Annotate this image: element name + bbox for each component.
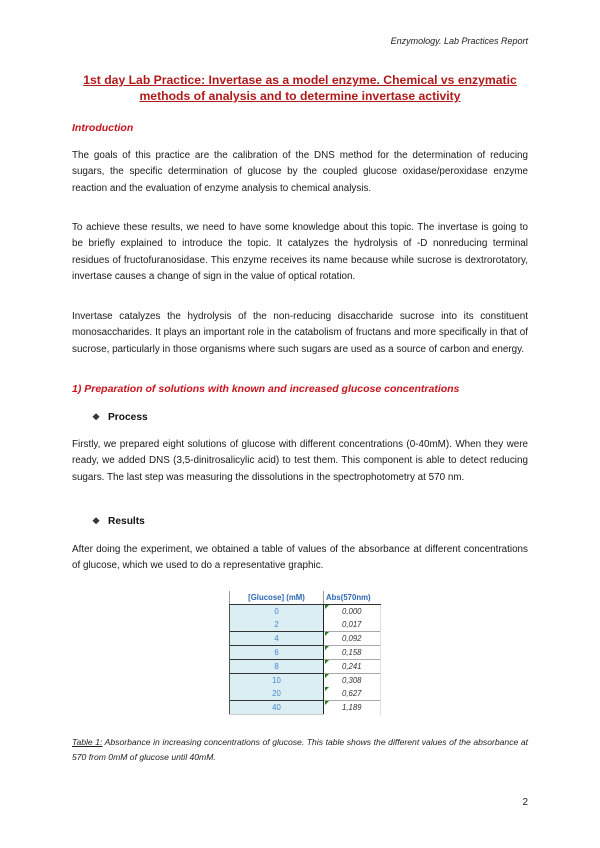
cell-flag-icon <box>325 674 329 678</box>
glucose-cell: 10 <box>230 674 324 688</box>
glucose-cell: 40 <box>230 701 324 715</box>
process-label: Process <box>108 412 148 423</box>
table-caption <box>72 735 528 764</box>
cell-flag-icon <box>325 632 329 636</box>
process-subheading <box>92 412 148 423</box>
glucose-cell: 8 <box>230 660 324 674</box>
caption-label: Table 1: <box>72 737 103 747</box>
table-row <box>230 632 381 646</box>
glucose-cell: 0 <box>230 605 324 619</box>
table-row <box>230 605 381 619</box>
glucose-cell: 4 <box>230 632 324 646</box>
section-1-heading: 1) Preparation of solutions with known and increased glucose concentrations <box>72 383 460 395</box>
table-row <box>230 660 381 674</box>
absorbance-cell: 1,189 <box>324 701 381 715</box>
introduction-heading: Introduction <box>72 122 134 134</box>
table-row <box>230 674 381 688</box>
page-number: 2 <box>522 797 528 808</box>
absorbance-cell: 0,308 <box>324 674 381 688</box>
cell-flag-icon <box>325 687 329 691</box>
table-row <box>230 646 381 660</box>
table-row <box>230 687 381 701</box>
cell-flag-icon <box>325 701 329 705</box>
document-title: 1st day Lab Practice: Invertase as a model enzyme. Chemical vs enzymatic methods of analysis and to determine invertase activity <box>83 73 517 103</box>
absorbance-cell: 0,158 <box>324 646 381 660</box>
glucose-cell: 6 <box>230 646 324 660</box>
glucose-cell: 20 <box>230 687 324 701</box>
cell-flag-icon <box>325 660 329 664</box>
process-paragraph: Firstly, we prepared eight solutions of glucose with different concentrations (0-40mM). When they were ready, we added DNS (3,5-dinitrosalicylic acid) to test them. This component is able to detect reducing sugars. The last step was measuring the dissolutions in the spectrophotometry at 570 nm. <box>72 439 528 483</box>
cell-flag-icon <box>325 646 329 650</box>
table-row <box>230 618 381 632</box>
intro-paragraph-2: To achieve these results, we need to have some knowledge about this topic. The invertase is going to be briefly explained to introduce the topic. It catalyzes the hydrolysis of -D nonreducing terminal residues of fructofuranosidase. This enzyme receives its name because while sucrose is dextrorotatory, invertase causes a change of sign in the value of optical rotation. <box>72 222 528 282</box>
table-header-row <box>230 591 381 605</box>
intro-paragraph-1: The goals of this practice are the calibration of the DNS method for the determination of reducing sugars, the specific determination of glucose by the coupled glucose oxidase/peroxidase enzyme reaction and the evaluation of enzyme analysis to chemical analysis. <box>72 150 528 194</box>
cell-flag-icon <box>325 605 329 609</box>
column-header-absorbance: Abs(570nm) <box>324 591 381 605</box>
glucose-absorbance-table <box>229 591 381 715</box>
glucose-cell: 2 <box>230 618 324 632</box>
column-header-glucose: [Glucose] (mM) <box>230 591 324 605</box>
absorbance-cell: 0,241 <box>324 660 381 674</box>
diamond-bullet-icon: ❖ <box>92 412 101 422</box>
running-header: Enzymology. Lab Practices Report <box>390 36 528 46</box>
results-subheading <box>92 516 145 527</box>
caption-text: Absorbance in increasing concentrations of glucose. This table shows the different values of the absorbance at 570 from 0mM of glucose until 40mM. <box>72 737 529 762</box>
results-label: Results <box>108 516 145 527</box>
table-row <box>230 701 381 715</box>
diamond-bullet-icon: ❖ <box>92 516 101 526</box>
absorbance-cell: 0,017 <box>324 618 381 632</box>
absorbance-cell: 0,627 <box>324 687 381 701</box>
absorbance-cell: 0,000 <box>324 605 381 619</box>
absorbance-cell: 0,092 <box>324 632 381 646</box>
results-paragraph: After doing the experiment, we obtained a table of values of the absorbance at different concentrations of glucose, which we used to do a representative graphic. <box>72 544 528 572</box>
intro-paragraph-3: Invertase catalyzes the hydrolysis of the non-reducing disaccharide sucrose into its constituent monosaccharides. It plays an important role in the catabolism of fructans and more specifically in that of sucrose, particularly in those organisms where such sugars are used as a source of carbon and energy. <box>72 311 528 355</box>
